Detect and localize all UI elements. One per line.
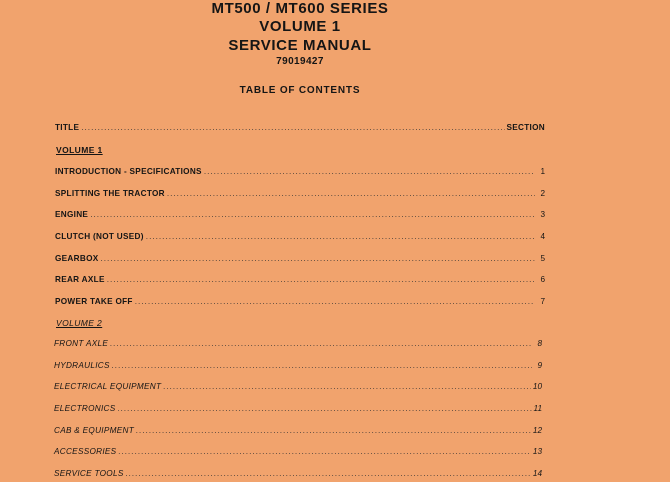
toc-entry [55, 167, 545, 176]
toc-entry-section: 1 [540, 167, 545, 176]
toc-entry-title: CAB & EQUIPMENT [54, 426, 135, 435]
dot-leader [146, 232, 535, 241]
dot-leader [204, 167, 535, 176]
dot-leader [136, 426, 531, 435]
dot-leader [167, 189, 535, 198]
toc-entry-title: REAR AXLE [55, 275, 105, 284]
dot-leader [90, 210, 535, 219]
toc-entry [55, 189, 545, 198]
toc-entry-title: FRONT AXLE [54, 339, 109, 348]
volume1-heading: VOLUME 1 [56, 145, 103, 155]
part-number: 79019427 [276, 56, 324, 67]
toc-entry-section: 4 [540, 232, 545, 241]
toc-entry-title: ELECTRICAL EQUIPMENT [54, 382, 162, 391]
toc-entry-title: ENGINE [55, 210, 89, 219]
dot-leader [118, 447, 530, 456]
toc-column-header [55, 123, 545, 132]
toc-entry [54, 382, 542, 391]
volume-title: VOLUME 1 [259, 18, 341, 35]
dot-leader [118, 404, 532, 413]
section-column-label: SECTION [506, 123, 545, 132]
toc-entry-section: 13 [532, 447, 542, 456]
toc-entry [55, 232, 545, 241]
toc-entry-title: POWER TAKE OFF [55, 297, 133, 306]
toc-entry-section: 10 [532, 382, 542, 391]
series-title: MT500 / MT600 SERIES [211, 0, 389, 17]
toc-entry-section: 12 [532, 426, 542, 435]
toc-entry [55, 297, 545, 306]
toc-entry-title: ELECTRONICS [54, 404, 116, 413]
toc-entry-section: 8 [537, 339, 542, 348]
toc-entry-section: 7 [540, 297, 545, 306]
toc-entry-section: 2 [540, 189, 545, 198]
toc-entry-section: 5 [540, 254, 545, 263]
dot-leader [101, 254, 536, 263]
toc-entry-section: 3 [540, 210, 545, 219]
toc-entry-title: GEARBOX [55, 254, 99, 263]
toc-entry-title: HYDRAULICS [54, 361, 110, 370]
toc-entry [55, 210, 545, 219]
toc-entry [54, 469, 542, 478]
toc-entry [54, 447, 542, 456]
toc-entry [55, 254, 545, 263]
toc-entry [54, 361, 542, 370]
toc-entry-section: 11 [533, 404, 542, 413]
toc-entry-title: CLUTCH (NOT USED) [55, 232, 144, 241]
dot-leader [135, 297, 535, 306]
dot-leader [81, 123, 504, 132]
toc-entry-section: 14 [532, 469, 542, 478]
toc-heading: TABLE OF CONTENTS [239, 85, 361, 96]
dot-leader [110, 339, 532, 348]
toc-entry [54, 426, 542, 435]
toc-entry-section: 9 [537, 361, 542, 370]
toc-entry [55, 275, 545, 284]
title-column-label: TITLE [55, 123, 80, 132]
toc-entry-title: SERVICE TOOLS [54, 469, 124, 478]
dot-leader [112, 361, 532, 370]
dot-leader [107, 275, 535, 284]
volume2-heading: VOLUME 2 [56, 318, 103, 328]
toc-entry-title: SPLITTING THE TRACTOR [55, 189, 165, 198]
toc-entry [54, 339, 542, 348]
toc-entry-title: INTRODUCTION - SPECIFICATIONS [55, 167, 202, 176]
toc-entry-title: ACCESSORIES [54, 447, 117, 456]
toc-entry-section: 6 [540, 275, 545, 284]
toc-entry [54, 404, 542, 413]
dot-leader [163, 382, 531, 391]
dot-leader [126, 469, 531, 478]
manual-title: SERVICE MANUAL [228, 37, 372, 54]
